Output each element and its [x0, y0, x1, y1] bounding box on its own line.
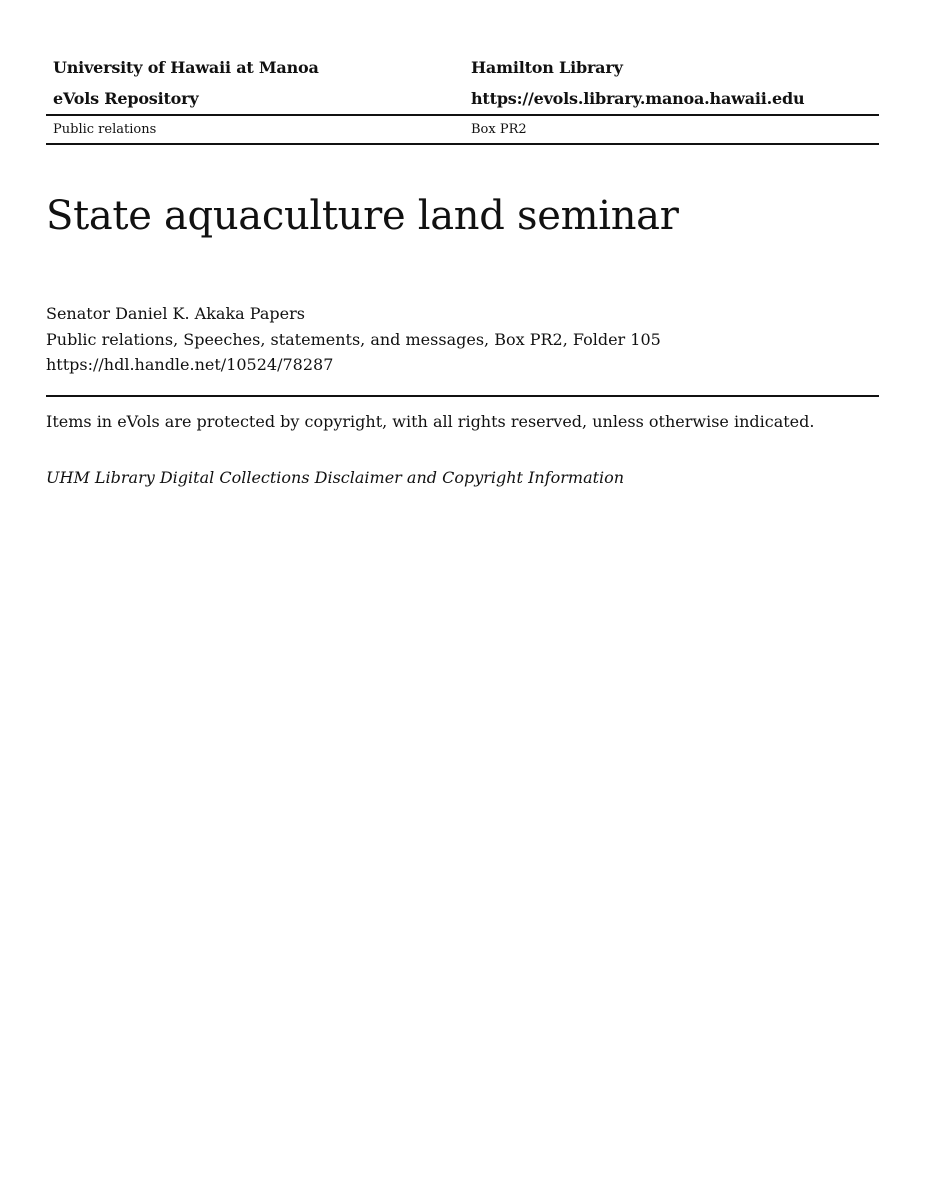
header-row-series	[46, 114, 879, 145]
disclaimer-link[interactable]: UHM Library Digital Collections Disclaimer and Copyright Information	[46, 468, 625, 487]
rights-statement: Items in eVols are protected by copyright, with all rights reserved, unless otherwise indicated.	[46, 412, 815, 431]
document-title: State aquaculture land seminar	[46, 193, 679, 239]
header-row-institution	[46, 52, 879, 83]
library-name: Hamilton Library	[471, 58, 623, 77]
repository-url[interactable]: https://evols.library.manoa.hawaii.edu	[471, 89, 805, 108]
institution-name: University of Hawaii at Manoa	[53, 58, 319, 77]
divider	[46, 395, 879, 397]
box-label: Box PR2	[471, 122, 527, 137]
header-row-repository	[46, 83, 879, 114]
document-metadata	[46, 301, 661, 378]
handle-link[interactable]: https://hdl.handle.net/10524/78287	[46, 355, 334, 374]
folder-location: Public relations, Speeches, statements, and messages, Box PR2, Folder 105	[46, 329, 661, 349]
collection-name: Senator Daniel K. Akaka Papers	[46, 304, 305, 323]
repository-name: eVols Repository	[53, 89, 199, 108]
series-name: Public relations	[53, 122, 157, 137]
header-table	[46, 52, 879, 145]
